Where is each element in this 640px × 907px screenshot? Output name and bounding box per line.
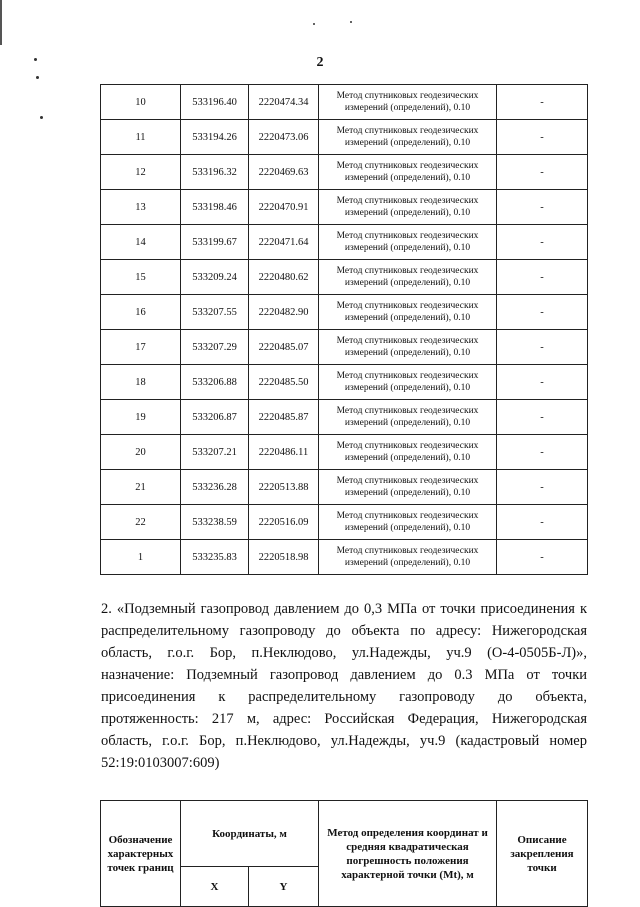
- table-row: [101, 470, 588, 505]
- table-row: [101, 120, 588, 155]
- coordinates-header-table: [100, 800, 588, 907]
- point-cell: 10: [101, 85, 181, 120]
- header-method: Метод определения координат и средняя квадратическая погрешность положения характерной точки (Mt), м: [319, 801, 497, 907]
- description-cell: -: [497, 505, 588, 540]
- header-coordinates: Координаты, м: [181, 801, 319, 867]
- header-y: Y: [249, 867, 319, 907]
- point-cell: 19: [101, 400, 181, 435]
- x-coordinate-cell: 533207.21: [181, 435, 249, 470]
- x-coordinate-cell: 533206.88: [181, 365, 249, 400]
- y-coordinate-cell: 2220486.11: [249, 435, 319, 470]
- header-description: Описание закрепления точки: [497, 801, 588, 907]
- y-coordinate-cell: 2220473.06: [249, 120, 319, 155]
- scan-edge-line: [0, 0, 2, 45]
- paragraph-line: назначение: Подземный газопровод давлением до 0.3 МПа от точки: [101, 667, 587, 683]
- paragraph-line: распределительному газопроводу до объекта по адресу: Нижегородская: [101, 623, 587, 639]
- point-cell: 14: [101, 225, 181, 260]
- x-coordinate-cell: 533198.46: [181, 190, 249, 225]
- method-cell: Метод спутниковых геодезических измерений (определений), 0.10: [319, 225, 497, 260]
- paragraph-line: 52:19:0103007:609): [101, 755, 220, 771]
- point-cell: 18: [101, 365, 181, 400]
- x-coordinate-cell: 533199.67: [181, 225, 249, 260]
- description-cell: -: [497, 400, 588, 435]
- table-row: [101, 260, 588, 295]
- paragraph-line: протяженность: 217 м, адрес: Российская Федерация, Нижегородская: [101, 711, 587, 727]
- method-cell: Метод спутниковых геодезических измерений (определений), 0.10: [319, 505, 497, 540]
- y-coordinate-cell: 2220516.09: [249, 505, 319, 540]
- point-cell: 22: [101, 505, 181, 540]
- method-cell: Метод спутниковых геодезических измерений (определений), 0.10: [319, 400, 497, 435]
- point-cell: 11: [101, 120, 181, 155]
- method-cell: Метод спутниковых геодезических измерений (определений), 0.10: [319, 365, 497, 400]
- x-coordinate-cell: 533236.28: [181, 470, 249, 505]
- table-row: [101, 505, 588, 540]
- x-coordinate-cell: 533238.59: [181, 505, 249, 540]
- paragraph-line: область, г.о.г. Бор, п.Неклюдово, ул.Надежды, уч.9 (О-4-0505Б-Л)»,: [101, 645, 587, 661]
- method-cell: Метод спутниковых геодезических измерений (определений), 0.10: [319, 330, 497, 365]
- y-coordinate-cell: 2220485.07: [249, 330, 319, 365]
- method-cell: Метод спутниковых геодезических измерений (определений), 0.10: [319, 260, 497, 295]
- y-coordinate-cell: 2220485.50: [249, 365, 319, 400]
- x-coordinate-cell: 533196.40: [181, 85, 249, 120]
- x-coordinate-cell: 533207.55: [181, 295, 249, 330]
- table-row: [101, 295, 588, 330]
- table-row: [101, 365, 588, 400]
- x-coordinate-cell: 533206.87: [181, 400, 249, 435]
- description-cell: -: [497, 225, 588, 260]
- description-cell: -: [497, 540, 588, 575]
- y-coordinate-cell: 2220474.34: [249, 85, 319, 120]
- method-cell: Метод спутниковых геодезических измерений (определений), 0.10: [319, 120, 497, 155]
- table-row: [101, 225, 588, 260]
- table-row: [101, 190, 588, 225]
- x-coordinate-cell: 533209.24: [181, 260, 249, 295]
- x-coordinate-cell: 533235.83: [181, 540, 249, 575]
- method-cell: Метод спутниковых геодезических измерений (определений), 0.10: [319, 190, 497, 225]
- point-cell: 17: [101, 330, 181, 365]
- y-coordinate-cell: 2220485.87: [249, 400, 319, 435]
- method-cell: Метод спутниковых геодезических измерений (определений), 0.10: [319, 155, 497, 190]
- table-row: [101, 155, 588, 190]
- table-row: [101, 85, 588, 120]
- scan-speck: [313, 23, 315, 25]
- method-cell: Метод спутниковых геодезических измерений (определений), 0.10: [319, 435, 497, 470]
- description-cell: -: [497, 155, 588, 190]
- paragraph-line: область, г.о.г. Бор, п.Неклюдово, ул.Надежды, уч.9 (кадастровый номер: [101, 733, 587, 749]
- header-x: X: [181, 867, 249, 907]
- y-coordinate-cell: 2220469.63: [249, 155, 319, 190]
- paragraph-line: присоединения к распределительному газопроводу до объекта,: [101, 689, 587, 705]
- y-coordinate-cell: 2220480.62: [249, 260, 319, 295]
- description-cell: -: [497, 85, 588, 120]
- paragraph-line: 2. «Подземный газопровод давлением до 0,3 МПа от точки присоединения к: [101, 601, 587, 617]
- description-cell: -: [497, 470, 588, 505]
- method-cell: Метод спутниковых геодезических измерений (определений), 0.10: [319, 295, 497, 330]
- point-cell: 16: [101, 295, 181, 330]
- description-cell: -: [497, 260, 588, 295]
- page-number: 2: [316, 55, 324, 70]
- point-cell: 21: [101, 470, 181, 505]
- header-point-designation: Обозначение характерных точек границ: [101, 801, 181, 907]
- method-cell: Метод спутниковых геодезических измерений (определений), 0.10: [319, 470, 497, 505]
- y-coordinate-cell: 2220470.91: [249, 190, 319, 225]
- description-cell: -: [497, 330, 588, 365]
- object-description-paragraph: [101, 598, 587, 774]
- scan-speck: [350, 21, 352, 23]
- table-row: [101, 540, 588, 575]
- scan-speck: [40, 116, 43, 119]
- method-cell: Метод спутниковых геодезических измерений (определений), 0.10: [319, 85, 497, 120]
- point-cell: 15: [101, 260, 181, 295]
- description-cell: -: [497, 120, 588, 155]
- x-coordinate-cell: 533207.29: [181, 330, 249, 365]
- description-cell: -: [497, 190, 588, 225]
- coordinates-table: [100, 84, 588, 575]
- scan-speck: [36, 76, 39, 79]
- y-coordinate-cell: 2220471.64: [249, 225, 319, 260]
- table-row: [101, 330, 588, 365]
- y-coordinate-cell: 2220482.90: [249, 295, 319, 330]
- point-cell: 20: [101, 435, 181, 470]
- y-coordinate-cell: 2220518.98: [249, 540, 319, 575]
- x-coordinate-cell: 533196.32: [181, 155, 249, 190]
- table-row: [101, 400, 588, 435]
- table-row: [101, 435, 588, 470]
- point-cell: 13: [101, 190, 181, 225]
- method-cell: Метод спутниковых геодезических измерений (определений), 0.10: [319, 540, 497, 575]
- coordinates-table-body: [101, 85, 588, 575]
- description-cell: -: [497, 295, 588, 330]
- description-cell: -: [497, 435, 588, 470]
- y-coordinate-cell: 2220513.88: [249, 470, 319, 505]
- x-coordinate-cell: 533194.26: [181, 120, 249, 155]
- point-cell: 1: [101, 540, 181, 575]
- description-cell: -: [497, 365, 588, 400]
- point-cell: 12: [101, 155, 181, 190]
